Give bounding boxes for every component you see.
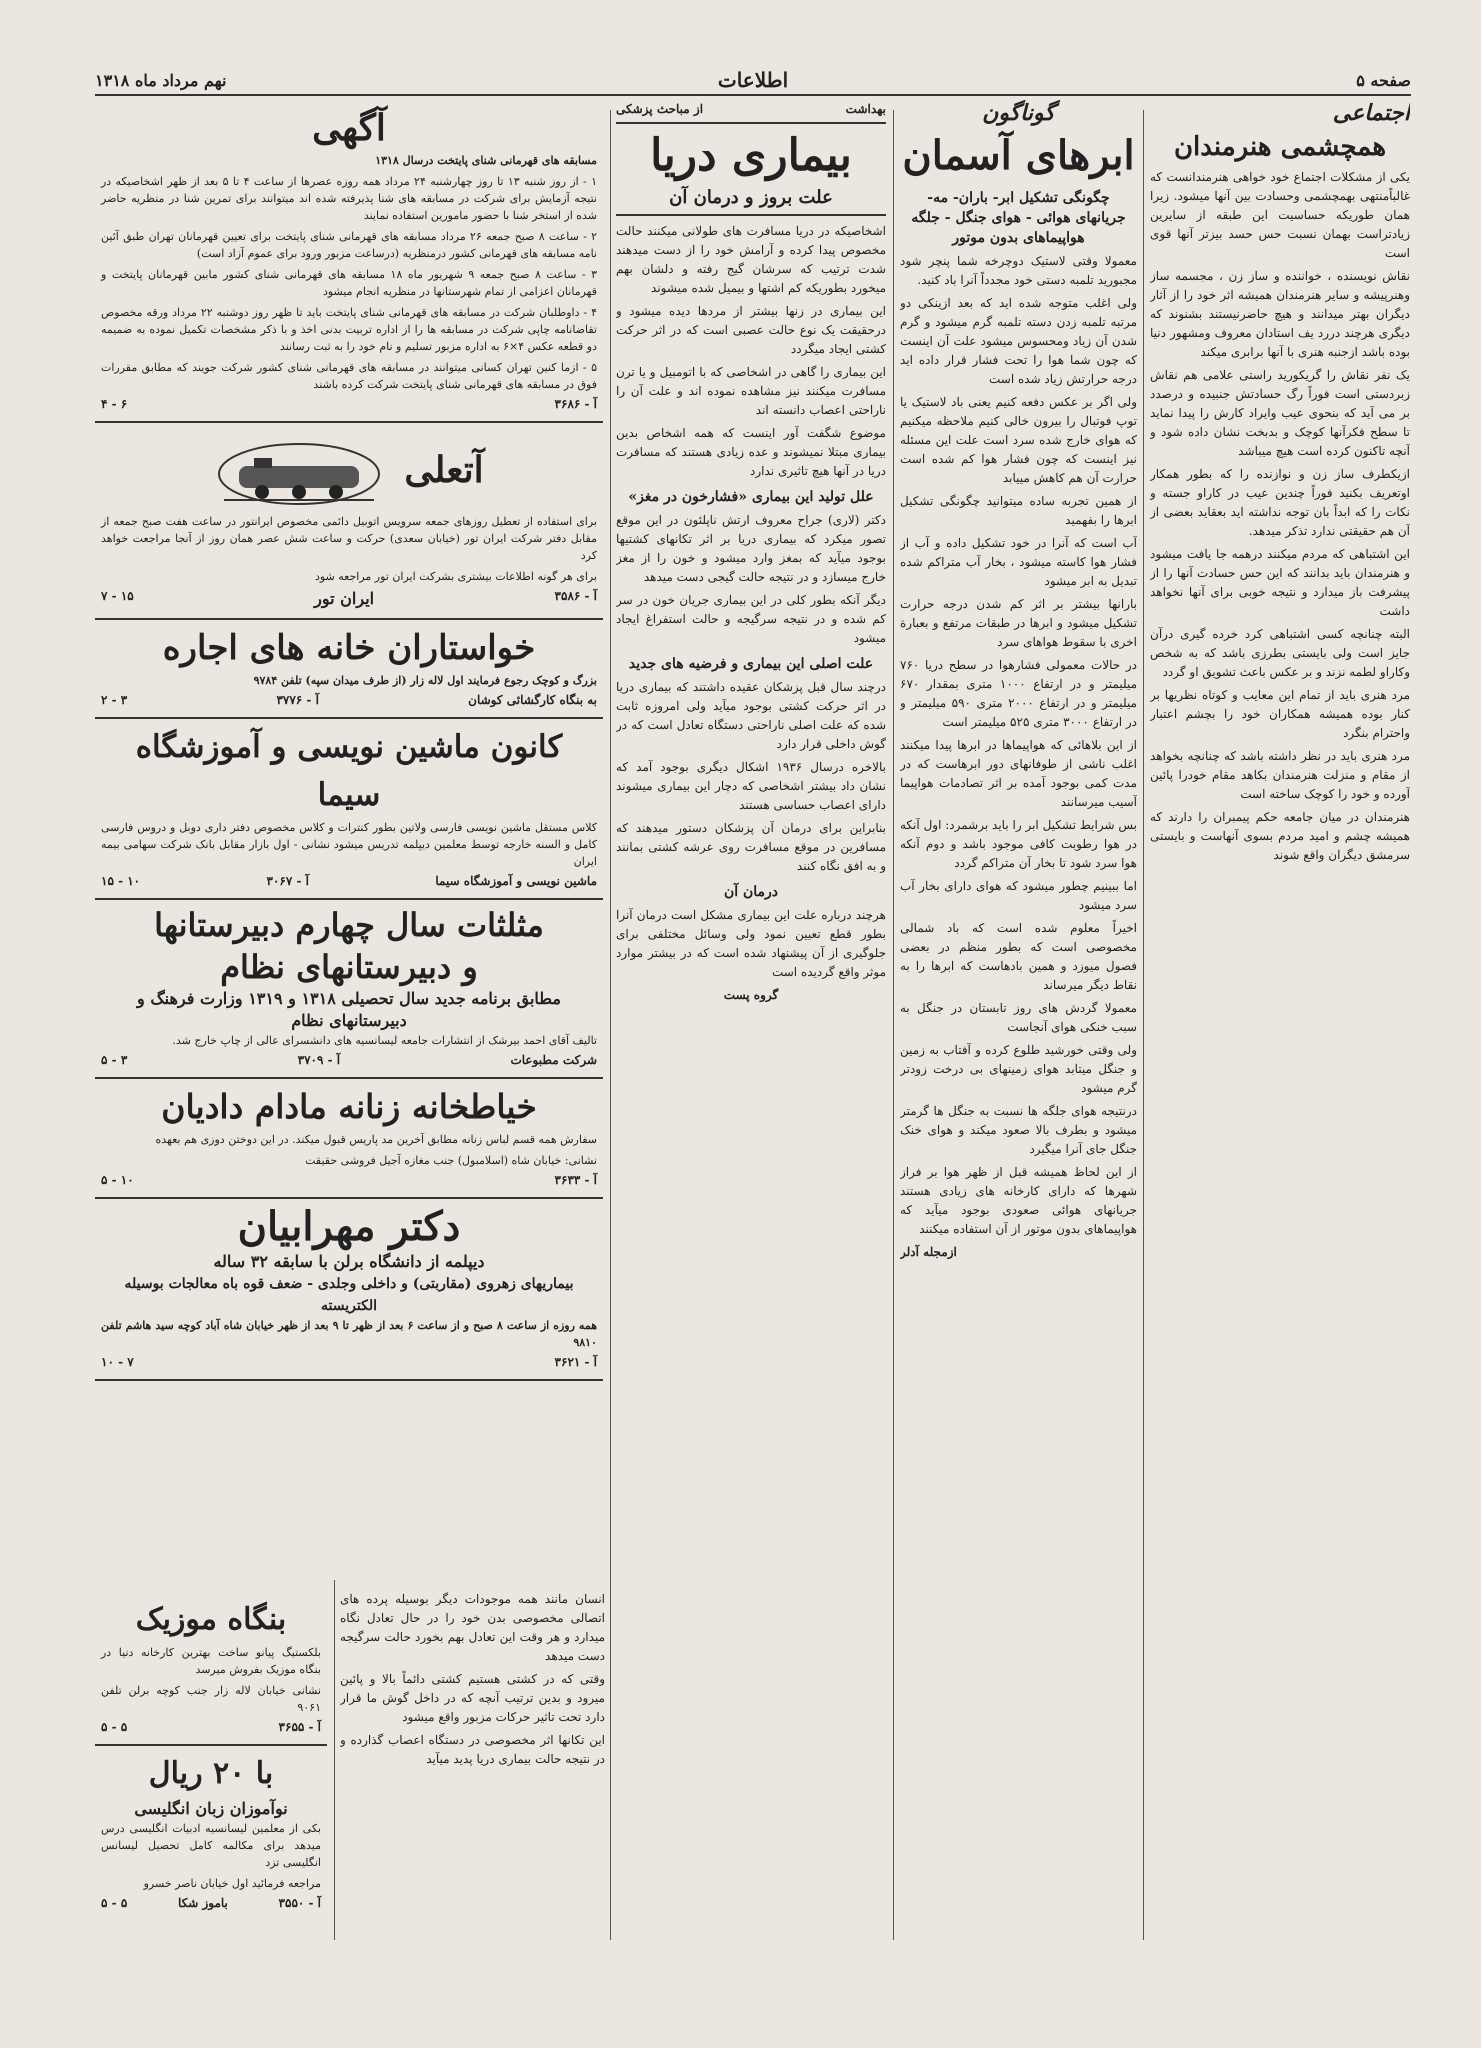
ad-codes xyxy=(101,589,597,608)
paragraph: این اشتباهی که مردم میکنند درهمه جا یافت میشود و هنرمندان باید بدانند که این حس حسادت آنها را از پیشرفت باز میدارد و نتیجه خوبی برای آنها نخواهد داشت xyxy=(1150,547,1410,618)
article-author: گروه پست xyxy=(723,988,779,1002)
ad-iran-tour xyxy=(95,423,603,620)
issue-date: نهم مرداد ماه ۱۳۱۸ xyxy=(95,70,227,90)
ad-brand: ایران تور xyxy=(314,589,375,608)
ad-code: ۵ - ۵ xyxy=(101,1720,128,1734)
paragraph: مرد هنری باید از تمام این معایب و کوتاه نظریها بر کنار بوده همیشه همکاران خود را بچشم اعتبار واحترام بنگرد xyxy=(1150,688,1410,740)
section-heading: علل تولید این بیماری «فشارخون در مغز» xyxy=(628,489,874,505)
ad-title: آگهی xyxy=(312,107,386,149)
article-title: همچشمی هنرمندان xyxy=(1173,132,1387,162)
page-number: صفحه ۵ xyxy=(1356,70,1411,90)
paragraph: موضوع شگفت آور اینست که همه اشخاص بدین بیماری مبتلا نمیشوند و عده زیادی هستند که مسافرت دریا در آنها هیچ تاثیری ندارد xyxy=(616,426,886,478)
paragraph: این تکانها اثر مخصوصی در دستگاه اعصاب گذارده و در نتیجه حالت بیماری دریا پدید میآید xyxy=(340,1733,605,1766)
paragraph: این بیماری در زنها بیشتر از مردها دیده میشود و درحقیقت یک نوع حالت عصبی است که در اثر حرکت کشتی ایجاد میگردد xyxy=(616,304,886,356)
ad-swimming xyxy=(95,100,603,423)
ad-subtitle: دیپلمه از دانشگاه برلن با سابقه ۳۲ ساله xyxy=(213,1252,485,1271)
ad-codes xyxy=(101,1896,321,1910)
paragraph: این بیماری را گاهی در اشخاصی که با اتومبیل و یا ترن مسافرت میکنند نیز مشاهده نموده اند و علت آن را ناراحتی اعصاب دانسته اند xyxy=(616,365,886,417)
divider xyxy=(616,122,886,124)
ad-logo-row xyxy=(101,427,597,513)
ad-heading: مسابقه های قهرمانی شنای پایتخت درسال ۱۳۱۸ xyxy=(375,154,597,167)
ad-brand: به بنگاه کارگشائی کوشان xyxy=(468,693,597,707)
article-title: بیماری دریا xyxy=(650,130,852,181)
ad-line: نشانی خیابان لاله زار جنب کوچه برلن تلفن ۹۰۶۱ xyxy=(101,1684,321,1714)
paragraph: از همین تجربه ساده میتوانید چگونگی تشکیل ابرها را بفهمید xyxy=(900,494,1137,527)
ad-codes xyxy=(101,1355,597,1369)
ad-code: آ - ۳۰۶۷ xyxy=(266,874,309,888)
ad-rental-houses xyxy=(95,620,603,719)
paragraph: دیگر آنکه بطور کلی در این بیماری جریان خون در سر کم شده و در نتیجه سرگیجه و حالت استفراغ ایجاد میشود xyxy=(616,593,886,645)
ad-line: بکی از معلمین لیسانسیه ادبیات انگلیسی درس میدهد برای مکالمه کامل تحصیل لیسانس انگلیسی تزد xyxy=(101,1822,321,1869)
paragraph: بنابراین برای درمان آن پزشکان دستور میدهند که مسافرین در موقع مسافرت روی عرشه کشتی بمانند و به افق نگاه کنند xyxy=(616,821,886,873)
paragraph: اخیراً معلوم شده است که باد شمالی مخصوصی است که بطور منظم در بعضی فصول میوزد و همین بادهاست که ابرها را به نقاط دیگر میرساند xyxy=(900,921,1137,992)
paragraph: نقاش نویسنده ، خواننده و ساز زن ، مجسمه ساز وهنرپیشه و سایر هنرمندان همیشه اثر خود را از آثار دیگران بهتر میدانند و هیچ حاضرنیستند بشنوند که دیگری هرچند دررد یف استادان معروف ومشهور دنیا بوده باشد ازجنبه هنری با آنها برابری میکند xyxy=(1150,269,1410,359)
section-heading: درمان آن xyxy=(723,884,779,900)
ad-title: بنگاه موزیک xyxy=(135,1602,287,1637)
ad-doctor xyxy=(95,1199,603,1381)
paragraph: درچند سال قبل پزشکان عقیده داشتند که بیماری دریا در اثر حرکت کشتی بوجود میآید ولی امروزه ثابت شده که علت اصلی ناراحتی دستگاه تعادل است که در گوش داخلی قرار دارد xyxy=(616,680,886,751)
ad-title: کانون ماشین نویسی و آموزشگاه سیما xyxy=(135,729,563,813)
ad-subtitle: بیماریهای زهروی (مقاربتی) و داخلی وجلدی - ضعف قوه باه معالجات بوسیله الکتریسته xyxy=(124,1276,574,1314)
paragraph: یک نفر نقاش را گریکورید راستی علامی هم نقاش زبردستی است فوراً رگ حسادتش جنبیده و درصدد بر می آید که بنحوی عیب وایراد کارش را پیدا نماید تا سطح فکرآنها کوچک و بدبخت نشان داده شود و آنچه تاکنون کرده است هیچ میباشد xyxy=(1150,368,1410,458)
paragraph: هرچند درباره علت این بیماری مشکل است درمان آنرا بطور قطع تعیین نمود ولی وسائل مختلفی برای جلوگیری از آن پیشنهاد شده است که در بیشتر موارد موثر واقع گردیده است xyxy=(616,908,886,979)
ad-line: همه روزه از ساعت ۸ صبح و از ساعت ۶ بعد از ظهر تا ۹ بعد از ظهر خیابان شاه آباد کوچه سید هاشم تلفن ۹۸۱۰ xyxy=(101,1319,597,1349)
ad-line: برای استفاده از تعطیل روزهای جمعه سرویس اتوبیل دائمی مخصوص ایرانتور در ساعت هفت صبح جمعه از مقابل دفتر شرکت ایران تور (خیابان سعدی) حرکت و ساعت شش عصر همان روز از آنجا مراجعت خواهد کرد xyxy=(101,515,597,562)
ad-title: مثلثات سال چهارم دبیرستانها xyxy=(154,906,544,944)
ad-code: آ - ۳۶۳۳ xyxy=(554,1173,597,1187)
paragraph: یکی از مشکلات اجتماع خود خواهی هنرمندانست که غالباًمنتهی بهمچشمی وحسادت بین آنها میشود. زیرا همان طوریکه حساسیت این طبقه از سایرین زیادتراست بهمان نسبت حس حسد بیزتر آنها قوی است xyxy=(1150,170,1410,260)
ads-column-bottom xyxy=(95,1592,327,1972)
ad-code: آ - ۳۷۰۹ xyxy=(297,1053,341,1067)
divider xyxy=(616,214,886,216)
ad-typing-school xyxy=(95,719,603,900)
article-column-social xyxy=(1150,100,1410,1940)
article-subtitle: چگونگی تشکیل ابر- باران- مه- جریانهای هوائی - هوای جنگل - جلگه هواپیماهای بدون موتور xyxy=(911,190,1126,246)
ad-line: ۳ - ساعت ۸ صبح جمعه ۹ شهریور ماه ۱۸ مسابقه های قهرمانی شنای کشور مابین قهرمانان پایتخت و قهرمانان اعزامی از تمام شهرستانها در منظریه انجام میشود xyxy=(101,268,597,298)
paragraph: آب است که آنرا در خود تشکیل داده و آب از فشار هوا کاسته میشود ، بخار آب متراکم شده تبدیل به ابر میشود xyxy=(900,536,1137,588)
paragraph: البته چنانچه کسی اشتباهی کرد خرده گیری درآن جایز است ولی بایستی بطرزی باشد که به شخص وکاراو لطمه نزند و بر عکس باعث تشویق او گردد xyxy=(1150,627,1410,679)
paragraph: معمولا وقتی لاستیک دوچرخه شما پنچر شود مجبورید تلمبه دستی خود مجدداً آنرا باد کنید. xyxy=(900,254,1137,287)
ad-english xyxy=(95,1746,327,1920)
ad-line: بلکستیگ پیانو ساخت بهترین کارخانه دنیا در بنگاه موزیک بفروش میرسد xyxy=(101,1646,321,1676)
train-logo-icon xyxy=(214,430,384,510)
paragraph: اما ببینیم چطور میشود که هوای دارای بخار آب سرد میشود xyxy=(900,879,1137,912)
newspaper-name: اطلاعات xyxy=(717,68,789,92)
ad-code: ۳ - ۲ xyxy=(101,693,128,707)
paragraph: در حالات معمولی فشارهوا در سطح دریا ۷۶۰ میلیمتر و در ارتفاع ۱۰۰۰ متری بمقدار ۶۷۰ میلیمتر و در ارتفاع ۲۰۰۰ متری ۵۹۰ میلیمتر و در ارتفاع ۳۰۰۰ متری ۵۲۵ میلیمتر است xyxy=(900,658,1137,729)
ad-title: خواستاران خانه های اجاره xyxy=(162,628,536,668)
ad-brand: باموز شکا xyxy=(177,1896,228,1910)
column-rule xyxy=(893,110,894,1940)
column-rule xyxy=(334,1580,335,1940)
paragraph: ازیکطرف ساز زن و نوازنده را که بطور همکار اوتعریف بکنید فوراً چندین عیب در کاراو جسته و نکات را که ابداً بان توجه نداشته اید بعقاید بعضی از آن هم حقیقتی ندارد تذکر میدهد. xyxy=(1150,467,1410,538)
paragraph: اشخاصیکه در دریا مسافرت های طولانی میکنند حالت مخصوص پیدا کرده و آرامش خود را از دست میدهند شدت ترتیب که سرشان گیج رفته و دلشان بهم میخورد بطوریکه کم اشتها و بیمیل شده میشوند xyxy=(616,224,886,295)
ad-title-line2: و دبیرستانهای نظام xyxy=(220,948,478,986)
ad-title: دکتر مهرابیان xyxy=(237,1203,461,1250)
paragraph: بالاخره درسال ۱۹۳۶ اشکال دیگری بوجود آمد که نشان داد بیشتر اشخاصی که دچار این بیماری میشوند دارای اعصاب حساسی هستند xyxy=(616,760,886,812)
article-title: ابرهای آسمان xyxy=(902,132,1135,179)
article-source: ازمجله آدلر xyxy=(900,1245,957,1259)
page-header xyxy=(95,66,1411,96)
ad-code: آ - ۳۶۸۶ xyxy=(554,397,597,411)
ad-line: مراجعه فرمائید اول خیابان ناصر خسرو xyxy=(143,1877,321,1890)
ad-code: ۶ - ۴ xyxy=(101,397,128,411)
article-subtitle: علت بروز و درمان آن xyxy=(669,187,833,208)
ad-codes xyxy=(101,1173,597,1187)
ad-code: آ - ۳۶۵۵ xyxy=(278,1720,321,1734)
ad-subtitle: نوآموزان زبان انگلیسی xyxy=(134,1799,288,1818)
section-kicker: از مباحث پزشکی xyxy=(616,102,704,116)
ad-code: ۱۰ - ۵ xyxy=(101,1173,134,1187)
ad-line: نشانی: خیابان شاه (اسلامبول) جنب مغازه آجیل فروشی حقیقت xyxy=(305,1154,597,1167)
section-kicker-row xyxy=(616,102,886,116)
column-rule xyxy=(610,110,611,1940)
ad-code: آ - ۳۶۲۱ xyxy=(554,1355,597,1369)
ad-code: ۳ - ۵ xyxy=(101,1053,128,1067)
ad-brand: شرکت مطبوعات xyxy=(510,1053,597,1067)
ad-title: خیاطخانه زنانه مادام دادیان xyxy=(161,1087,537,1126)
paragraph: مرد هنری باید در نظر داشته باشد که چنانچه بخواهد از مقام و منزلت هنرمندان بکاهد مقام خودرا پائین آورده و خود را کوچک ساخته است xyxy=(1150,749,1410,801)
article-column-misc xyxy=(900,100,1137,1940)
ad-line: برای هر گونه اطلاعات بیشتری بشرکت ایران تور مراجعه شود xyxy=(314,570,597,583)
ad-line: کلاس مستقل ماشین نویسی فارسی ولاتین بطور کنترات و کلاس مخصوص دفتر داری دوبل و دروس فارسی کامل و السنه خارجه توسط معلمین دیپلمه تدریس میشود نشانی - اول بازار مقابل بانک شرکت سهامی بیمه ایران xyxy=(101,821,597,868)
ad-title: با ۲۰ ریال xyxy=(148,1756,274,1791)
ad-codes xyxy=(101,397,597,411)
ad-codes xyxy=(101,1720,321,1734)
ad-title: آتعلی xyxy=(404,449,484,491)
article-continuation xyxy=(340,1590,605,1970)
ad-line: تالیف آقای احمد بیرشک از انتشارات جامعه لیسانسیه های دانشسرای عالی از چاپ خارج شد. xyxy=(172,1034,597,1047)
paragraph: درنتیجه هوای جلگه ها نسبت به جنگل ها گرمتر میشود و بطرف بالا صعود میکند و هوای خنک جنگل جای آنرا میگیرد xyxy=(900,1104,1137,1156)
ads-column xyxy=(95,100,603,1590)
ad-codes xyxy=(101,693,597,707)
paragraph: بس شرایط تشکیل ابر را باید برشمرد: اول آنکه در هوا رطوبت کافی موجود باشد و دوم آنکه هوا سرد شود تا بخار آن متراکم گردد xyxy=(900,818,1137,870)
ad-code: ۱۵ - ۷ xyxy=(101,589,134,603)
paragraph: ولی اغلب متوجه شده اید که بعد ازینکی دو مرتبه تلمبه زدن دسته تلمبه گرم میشود و گرم شدن آن زیاد ومحسوس میشود علت آن اینست که چون شما هوا را تحت فشار قرار داده اید درجه حرارتش زیاد شده است xyxy=(900,296,1137,386)
article-column-health xyxy=(616,100,886,1570)
ad-code: ۱۰ - ۱۵ xyxy=(101,874,141,888)
ad-line: ۴ - داوطلبان شرکت در مسابقه های قهرمانی شنای پایتخت باید تا ظهر روز دوشنبه ۲۲ مرداد ورقه مخصوص تقاضانامه چاپی شرکت در مسابقه ها را از اداره تربیت بدنی اخذ و با ذکر مشخصات تکمیل نموده به ضمیمه دو قطعه عکس ۴×۶ به اداره مزبور تسلیم و نام خود را به ثبت رسانند xyxy=(101,306,597,353)
section-heading: علت اصلی این بیماری و فرضیه های جدید xyxy=(628,656,874,672)
ad-brand: ماشین نویسی و آموزشگاه سیما xyxy=(435,874,597,888)
paragraph: وقتی که در کشتی هستیم کشتی دائماً بالا و پائین میرود و بدین ترتیب آنچه که در داخل گوش ما قرار دارد تحت تاثیر حرکات مزبور واقع میشود xyxy=(340,1672,605,1724)
paragraph: از این لحاظ همیشه قبل از ظهر هوا بر فراز شهرها که دارای کارخانه های زیادی هستند جریانهای هوائی صعودی بوجود میآید که هواپیماهای بدون موتور از آن استفاده میکنند xyxy=(900,1165,1137,1236)
paragraph: انسان مانند همه موجودات دیگر بوسیله پرده های اتصالی مخصوصی بدن خود را در حال تعادل نگاه میدارد و هر وقت این تعادل بهم بخورد حالت سرگیجه دست میدهد xyxy=(340,1592,605,1663)
ad-tailor xyxy=(95,1079,603,1199)
section-kicker: بهداشت xyxy=(845,102,886,116)
ad-subtitle: مطابق برنامه جدید سال تحصیلی ۱۳۱۸ و ۱۳۱۹ وزارت فرهنگ و دبیرستانهای نظام xyxy=(137,989,561,1030)
ad-codes xyxy=(101,874,597,888)
paragraph: معمولا گردش های روز تابستان در جنگل به سبب خنکی هوای آنجاست xyxy=(900,1001,1137,1034)
ad-line: ۲ - ساعت ۸ صبح جمعه ۲۶ مرداد مسابقه های قهرمانی شنای پایتخت برای تعیین قهرمانان تهران طبق آئین نامه مسابقه های قهرمانی کشور درمنظریه (درساعت مزبور ورود برای عموم آزاد است) xyxy=(101,230,597,260)
ad-codes xyxy=(101,1053,597,1067)
ad-code: ۷ - ۱۰ xyxy=(101,1355,134,1369)
paragraph: از این بلاهائی که هواپیماها در ابرها پیدا میکنند اغلب ناشی از طوفانهای دور ابرهاست که در مدت کمی بوجود آمده بر اثر تصادمات هواپیما آسیب میرسانند xyxy=(900,738,1137,809)
ad-line: بزرگ و کوچک رجوع فرمایند اول لاله زار (از طرف میدان سپه) تلفن ۹۷۸۴ xyxy=(253,674,597,687)
paragraph: ولی وقتی خورشید طلوع کرده و آفتاب به زمین و جنگل میتابد هوای زمینهای بی درخت زودتر گرم میشود xyxy=(900,1043,1137,1095)
ad-trigonometry-book xyxy=(95,900,603,1079)
paragraph: ولی اگر بر عکس دفعه کنیم یعنی باد لاستیک یا توپ فوتبال را بیرون خالی کنیم ملاحظه میکنیم که هوای خارج شده سرد است علت این مسئله نیز اینست که چون فشار هوا کم شده است حرارت آن هم کاهش مییابد xyxy=(900,395,1137,485)
ad-music xyxy=(95,1592,327,1746)
column-rule xyxy=(1143,110,1144,1940)
ad-code: آ - ۳۵۵۰ xyxy=(278,1896,321,1910)
ad-code: ۵ - ۵ xyxy=(101,1896,128,1910)
ad-code: آ - ۳۷۷۶ xyxy=(276,693,319,707)
ad-code: آ - ۳۵۸۶ xyxy=(554,589,597,603)
paragraph: بارانها بیشتر بر اثر کم شدن درجه حرارت تشکیل میشود و ابرها در طبقات مرتفع و بعبارة اخری با سقوط هواهای سرد xyxy=(900,597,1137,649)
ad-line: ۱ - از روز شنبه ۱۳ تا روز چهارشنبه ۲۴ مرداد همه روزه عصرها از ساعت ۴ تا ۵ بعد از ظهر اشخاصیکه در نتیجه آزمایش برای شرکت در مسابقه های شنا پذیرفته شده اند میتوانند برای تمرین شنا در منظریه حاضر شده از استخر شنا با حضور مامورین استفاده نمایند xyxy=(101,175,597,222)
section-kicker: اجتماعی xyxy=(1332,100,1410,126)
paragraph: دکتر (لاری) جراح معروف ارتش ناپلئون در این موقع تصور میکرد که بیماری دریا بر اثر تکانهای کشتیها بوجود میآید که بمغز وارد میشود و خون را از مغز خارج میسازد و در نتیجه حالت گیجی دست میدهد xyxy=(616,513,886,584)
section-kicker: گوناگون xyxy=(982,100,1055,126)
paragraph: هنرمندان در میان جامعه حکم پیمبران را دارند که همیشه چشم و امید مردم بسوی آنهاست و بایستی سرمشق دیگران واقع شوند xyxy=(1150,810,1410,862)
ad-line: سفارش همه قسم لباس زنانه مطابق آخرین مد پاریس قبول میکند. در این دوختن دوزی هم بعهده xyxy=(155,1133,597,1146)
ad-line: ۵ - ازما کنین تهران کسانی میتوانند در مسابقه های قهرمانی شنای کشور شرکت جویند که مطابق مقررات فوق در مسابقه های قهرمانی شنای پایتخت شرکت کرده باشند xyxy=(101,361,597,391)
